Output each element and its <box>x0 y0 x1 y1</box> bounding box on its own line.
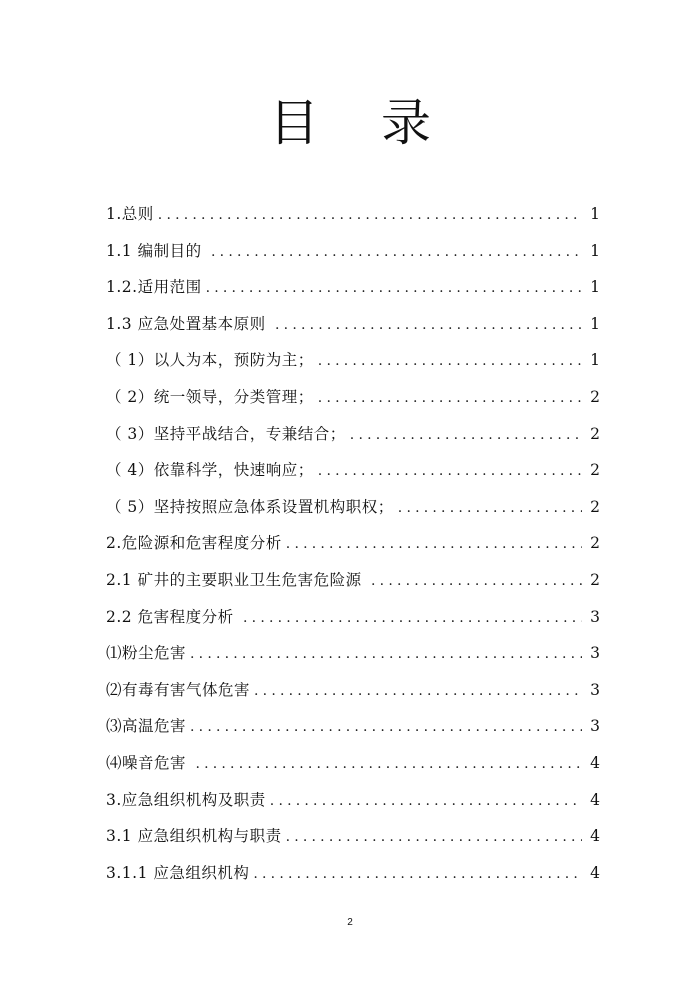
toc-dot-leader <box>254 673 582 710</box>
table-of-contents <box>106 196 600 891</box>
toc-entry-label: 2.1 矿井的主要职业卫生危害危险源 <box>106 570 368 589</box>
toc-entry-label: 1.总则 <box>106 205 154 223</box>
toc-entry-page: 2 <box>590 534 600 553</box>
toc-entry-label: ⑵有毒有害气体危害 <box>106 680 251 699</box>
toc-entry[interactable] <box>106 233 600 270</box>
toc-entry[interactable] <box>106 635 600 672</box>
toc-entry-label: 2.2 危害程度分析 <box>106 607 240 626</box>
toc-entry-label: 3.1 应急组织机构与职责 <box>106 827 282 846</box>
toc-entry[interactable] <box>106 708 600 745</box>
toc-dot-leader <box>195 746 582 783</box>
toc-entry-page: 2 <box>590 570 600 589</box>
toc-entry[interactable] <box>106 196 600 233</box>
toc-dot-leader <box>286 819 582 856</box>
toc-entry[interactable] <box>106 489 600 526</box>
toc-entry-label: 3.应急组织机构及职责 <box>106 790 266 809</box>
toc-dot-leader <box>270 783 582 820</box>
toc-entry-page: 1 <box>590 351 600 370</box>
toc-dot-leader <box>275 307 582 344</box>
toc-entry-label: ⑴粉尘危害 <box>106 644 187 663</box>
toc-entry[interactable] <box>106 269 600 306</box>
toc-entry[interactable] <box>106 452 600 489</box>
toc-dot-leader <box>398 490 582 527</box>
toc-dot-leader <box>190 636 582 673</box>
toc-dot-leader <box>211 234 582 271</box>
toc-entry-page: 4 <box>590 863 600 882</box>
toc-entry-page: 2 <box>590 461 600 480</box>
toc-entry-label: 1.2.适用范围 <box>106 278 202 297</box>
page-number: 2 <box>347 917 353 928</box>
toc-entry-label: （ 5）坚持按照应急体系设置机构职权； <box>106 497 394 516</box>
toc-dot-leader <box>350 417 582 454</box>
toc-entry-label: ⑷噪音危害 <box>106 753 192 772</box>
toc-entry-label: ⑶高温危害 <box>106 717 187 736</box>
toc-entry[interactable] <box>106 855 600 892</box>
toc-entry-page: 2 <box>590 424 600 443</box>
toc-entry-page: 3 <box>590 644 600 663</box>
toc-dot-leader <box>190 709 582 746</box>
toc-entry-page: 1 <box>590 278 600 297</box>
toc-entry-label: 3.1.1 应急组织机构 <box>106 863 250 882</box>
toc-dot-leader <box>158 197 582 234</box>
toc-entry-page: 4 <box>590 827 600 846</box>
toc-entry-label: 1.1 编制目的 <box>106 241 208 260</box>
toc-entry[interactable] <box>106 306 600 343</box>
toc-entry-page: 3 <box>590 717 600 736</box>
toc-entry-label: （ 2）统一领导，分类管理； <box>106 387 314 406</box>
toc-dot-leader <box>318 343 582 380</box>
toc-entry[interactable] <box>106 379 600 416</box>
toc-dot-leader <box>253 856 582 893</box>
toc-entry[interactable] <box>106 745 600 782</box>
toc-entry[interactable] <box>106 782 600 819</box>
toc-dot-leader <box>318 453 582 490</box>
toc-entry-page: 2 <box>590 387 600 406</box>
toc-entry[interactable] <box>106 818 600 855</box>
toc-dot-leader <box>318 380 582 417</box>
toc-entry-page: 4 <box>590 790 600 809</box>
toc-entry-page: 3 <box>590 680 600 699</box>
toc-entry-page: 2 <box>590 497 600 516</box>
toc-entry[interactable] <box>106 525 600 562</box>
toc-entry-page: 1 <box>590 205 600 223</box>
toc-dot-leader <box>371 563 582 600</box>
toc-entry-label: （ 3）坚持平战结合，专兼结合； <box>106 424 346 443</box>
toc-dot-leader <box>206 270 582 307</box>
toc-entry[interactable] <box>106 342 600 379</box>
toc-entry-label: （ 1）以人为本，预防为主； <box>106 351 314 370</box>
toc-entry[interactable] <box>106 416 600 453</box>
toc-entry-page: 3 <box>590 607 600 626</box>
toc-entry-page: 1 <box>590 314 600 333</box>
toc-entry[interactable] <box>106 599 600 636</box>
toc-entry-page: 1 <box>590 241 600 260</box>
toc-dot-leader <box>243 600 582 637</box>
toc-entry-label: 1.3 应急处置基本原则 <box>106 314 272 333</box>
toc-entry[interactable] <box>106 562 600 599</box>
page-title: 目录 <box>269 94 493 152</box>
toc-dot-leader <box>286 526 582 563</box>
toc-entry-page: 4 <box>590 753 600 772</box>
toc-entry-label: 2.危险源和危害程度分析 <box>106 534 282 553</box>
toc-entry-label: （ 4）依靠科学，快速响应； <box>106 461 314 480</box>
toc-entry[interactable] <box>106 672 600 709</box>
